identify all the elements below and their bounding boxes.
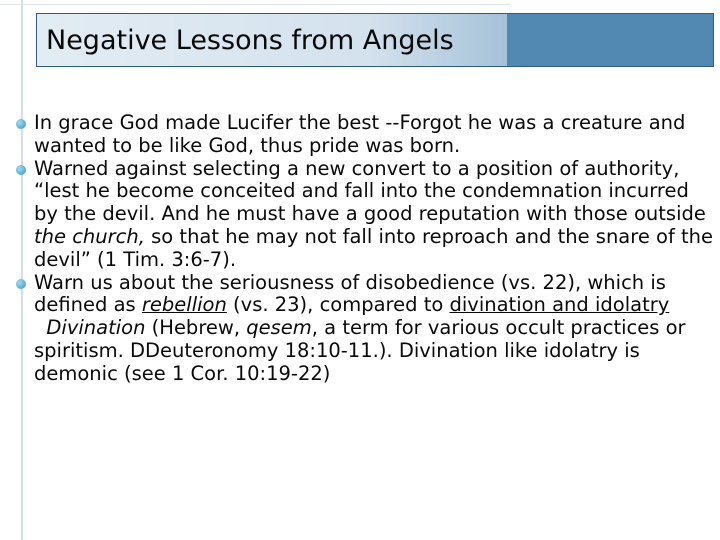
bullet-list [12, 112, 716, 386]
bullet-text-part: (vs. 23), compared to [226, 293, 450, 317]
round-bullet-icon [16, 165, 26, 175]
bullet-text-part: so that he may not fall into reproach and the snare of the devil” (1 Tim. 3:6-7). [34, 224, 714, 271]
divination-idolatry-term: divination and idolatry [449, 293, 670, 317]
slide-title: Negative Lessons from Angels [46, 25, 454, 56]
bullet-text-part: (Hebrew, [145, 316, 247, 340]
italic-phrase: the church, [34, 224, 145, 248]
bullet-text [34, 158, 716, 272]
bullet-item-lucifer [12, 112, 716, 158]
bullet-text [34, 272, 716, 386]
top-divider [0, 4, 510, 5]
divination-term: Divination [46, 316, 146, 340]
qesem-term: qesem [246, 316, 312, 340]
round-bullet-icon [16, 279, 26, 289]
bullet-text-part [34, 316, 46, 339]
rebellion-term: rebellion [141, 293, 227, 317]
bullet-item-new-convert [12, 158, 716, 272]
round-bullet-icon [16, 119, 26, 129]
bullet-text: In grace God made Lucifer the best --Forgot he was a creature and wanted to be like God, thus pride was born. [34, 111, 686, 157]
bullet-text-part: Warned against selecting a new convert to a position of authority, “lest he become conceited and fall into the condemnation incurred by the devil. And he must have a good reputation with those outside [34, 156, 706, 226]
bullet-text-part: Warn us about the seriousness of disobedience (vs. 22), which is defined as [34, 270, 666, 317]
bullet-item-disobedience [12, 272, 716, 386]
bullet-text-part: , a term for various occult practices or spiritism. DDeuteronomy 18:10-11.). Divination like idolatry is demonic (see 1 Cor. 10:19-22) [34, 316, 686, 385]
